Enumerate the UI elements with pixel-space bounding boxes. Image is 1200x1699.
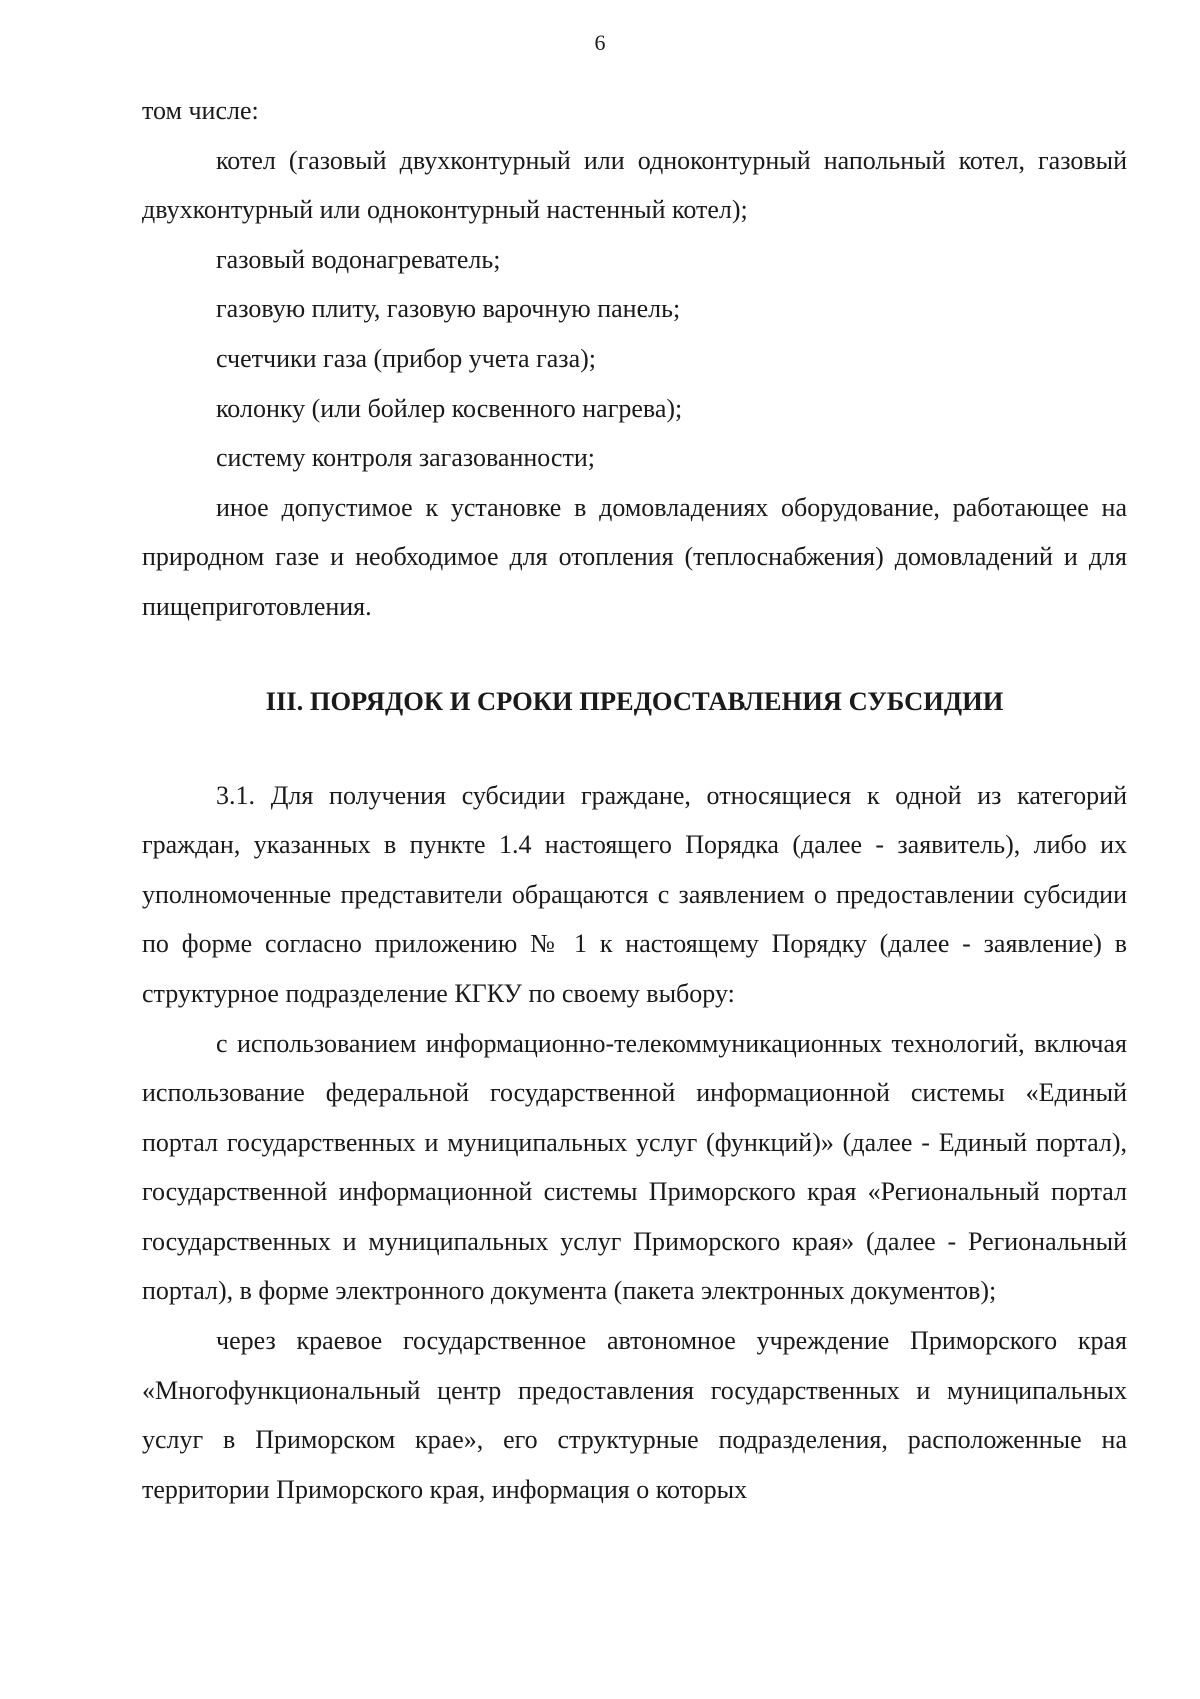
list-item: газовую плиту, газовую варочную панель; [216,294,681,324]
section-heading: III. ПОРЯДОК И СРОКИ ПРЕДОСТАВЛЕНИЯ СУБСИДИИ [265,685,1004,716]
page-number: 6 [594,30,606,55]
list-item: систему контроля загазованности; [216,443,595,473]
list-item: колонку (или бойлер косвенного нагрева); [216,393,683,423]
section-paragraph: через краевое государственное автономное учреждение Приморского края «Многофункциональный центр предоставления государственных и муниципальных услуг в Приморском крае», его структурные подразделения, расположенные на территории Приморского края, информация о которых [142,1326,1127,1504]
list-item: иное допустимое к установке в домовладениях оборудование, работающее на природном газе и необходимое для отопления (теплоснабжения) домовладений и для пищеприготовления. [142,492,1127,621]
list-intro: том числе: [142,96,259,125]
section-paragraph: с использованием информационно-телекоммуникационных технологий, включая использование федеральной государственной информационной системы «Единый портал государственных и муниципальных услуг (функций)» (далее - Единый портал), государственной информационной системы Приморского края «Региональный портал государственных и муниципальных услуг Приморского края» (далее - Региональный портал), в форме электронного документа (пакета электронных документов); [142,1028,1127,1306]
list-item: счетчики газа (прибор учета газа); [216,343,596,373]
section-paragraph: 3.1. Для получения субсидии граждане, относящиеся к одной из категорий граждан, указанных в пункте 1.4 настоящего Порядка (далее - заявитель), либо их уполномоченные представители обращаются с заявлением о предоставлении субсидии по форме согласно приложению № 1 к настоящему Порядку (далее - заявление) в структурное подразделение КГКУ по своему выбору: [142,780,1127,1008]
document-body [142,86,1127,1514]
list-item: газовый водонагреватель; [216,244,501,274]
list-item: котел (газовый двухконтурный или одноконтурный напольный котел, газовый двухконтурный или одноконтурный настенный котел); [142,145,1127,225]
